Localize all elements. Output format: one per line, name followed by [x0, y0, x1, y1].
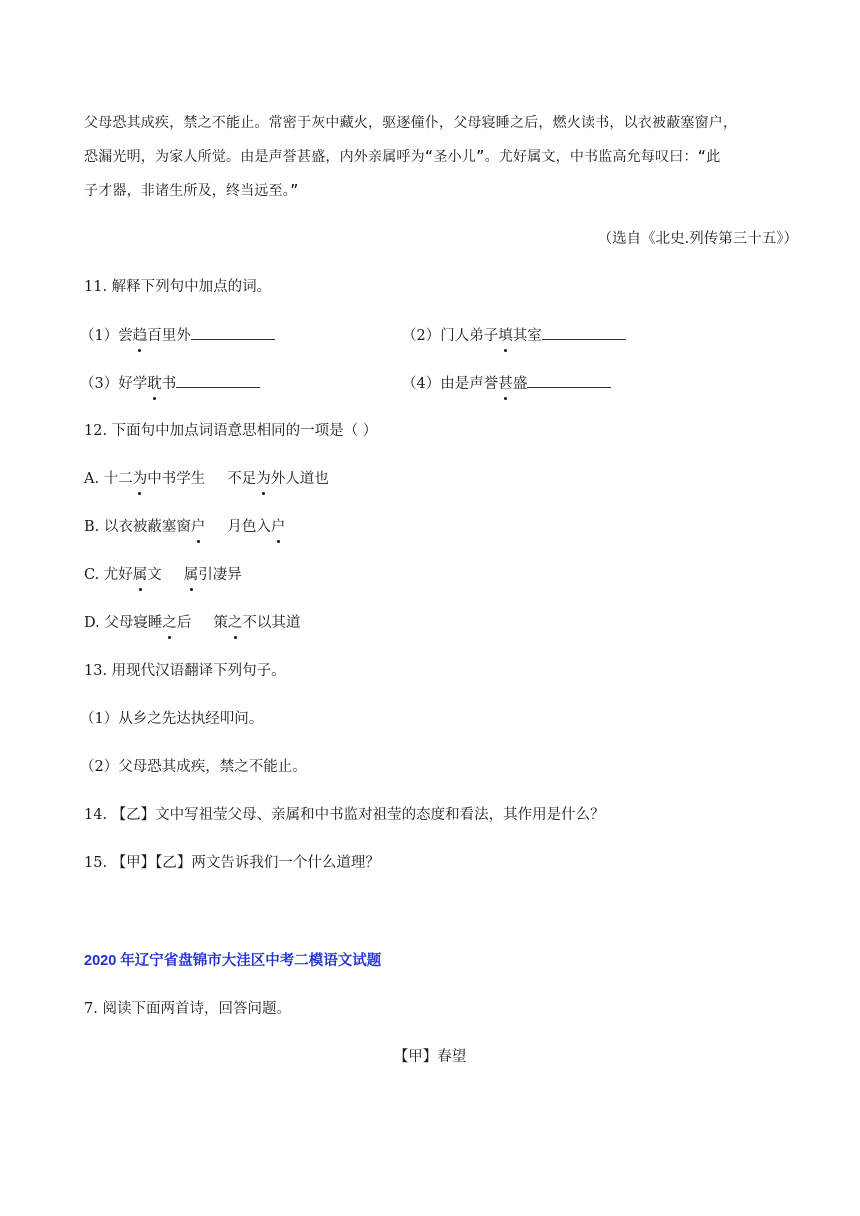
answer-blank[interactable] — [542, 325, 626, 340]
q11-item-1: （1）尝趋百里外 — [80, 328, 191, 344]
question-14: 14. 【乙】文中写祖莹父母、亲属和中书监对祖莹的态度和看法，其作用是什么？ — [84, 807, 605, 823]
dotted-word: 之 — [162, 615, 177, 631]
dotted-word: 为 — [256, 471, 271, 487]
q13-sentence-1: （1）从乡之先达执经叩问。 — [80, 711, 264, 727]
q12-option-d[interactable]: D. 父母寝睡之后 策之不以其道 — [84, 615, 301, 631]
dotted-word: 甚 — [498, 376, 513, 392]
q12-option-b[interactable]: B. 以衣被蔽塞窗户 月色入户 — [84, 519, 286, 535]
passage-line-2: 恐漏光明，为家人所觉。由是声誉甚盛，内外亲属呼为“圣小儿”。尤好属文，中书监高允每叹曰：“此 — [84, 149, 721, 165]
passage-source: （选自《北史.列传第三十五》） — [597, 231, 798, 247]
dotted-word: 属 — [183, 567, 199, 583]
answer-blank[interactable] — [527, 373, 611, 388]
question-15: 15. 【甲】【乙】两文告诉我们一个什么道理？ — [84, 855, 380, 871]
dotted-word: 户 — [190, 519, 206, 535]
passage-line-1: 父母恐其成疾，禁之不能止。常密于灰中藏火，驱逐僮仆，父母寝睡之后，燃火读书，以衣被蔽塞窗户， — [84, 115, 738, 131]
dotted-word: 填 — [498, 328, 513, 344]
poem-title: 【甲】春望 — [393, 1049, 467, 1065]
question-11-row-2 — [80, 373, 528, 394]
q11-item-3: （3）好学耽书 — [80, 376, 177, 392]
question-12-stem: 12. 下面句中加点词语意思相同的一项是（ ） — [84, 423, 378, 439]
dotted-word: 之 — [227, 615, 243, 631]
dotted-word: 为 — [132, 471, 148, 487]
question-13-stem: 13. 用现代汉语翻译下列句子。 — [84, 663, 286, 679]
dotted-word: 户 — [270, 519, 286, 535]
q12-option-c[interactable]: C. 尤好属文 属引凄异 — [84, 567, 242, 583]
question-11-stem: 11. 解释下列句中加点的词。 — [84, 279, 272, 295]
question-7: 7. 阅读下面两首诗，回答问题。 — [84, 1001, 291, 1017]
dotted-word: 趋 — [132, 328, 148, 344]
question-11-row-1 — [80, 325, 542, 346]
dotted-word: 耽 — [147, 376, 162, 392]
answer-blank[interactable] — [191, 325, 275, 340]
q12-option-a[interactable]: A. 十二为中书学生 不足为外人道也 — [84, 471, 329, 487]
q13-sentence-2: （2）父母恐其成疾，禁之不能止。 — [80, 759, 307, 775]
answer-blank[interactable] — [176, 373, 260, 388]
dotted-word: 属 — [132, 567, 148, 583]
section-title: 2020 年辽宁省盘锦市大洼区中考二模语文试题 — [84, 953, 382, 969]
q11-item-2: （2）门人弟子填其室 — [402, 325, 626, 346]
passage-line-3: 子才器，非诸生所及，终当远至。” — [84, 183, 299, 199]
q11-item-4: （4）由是声誉甚盛 — [402, 373, 611, 394]
